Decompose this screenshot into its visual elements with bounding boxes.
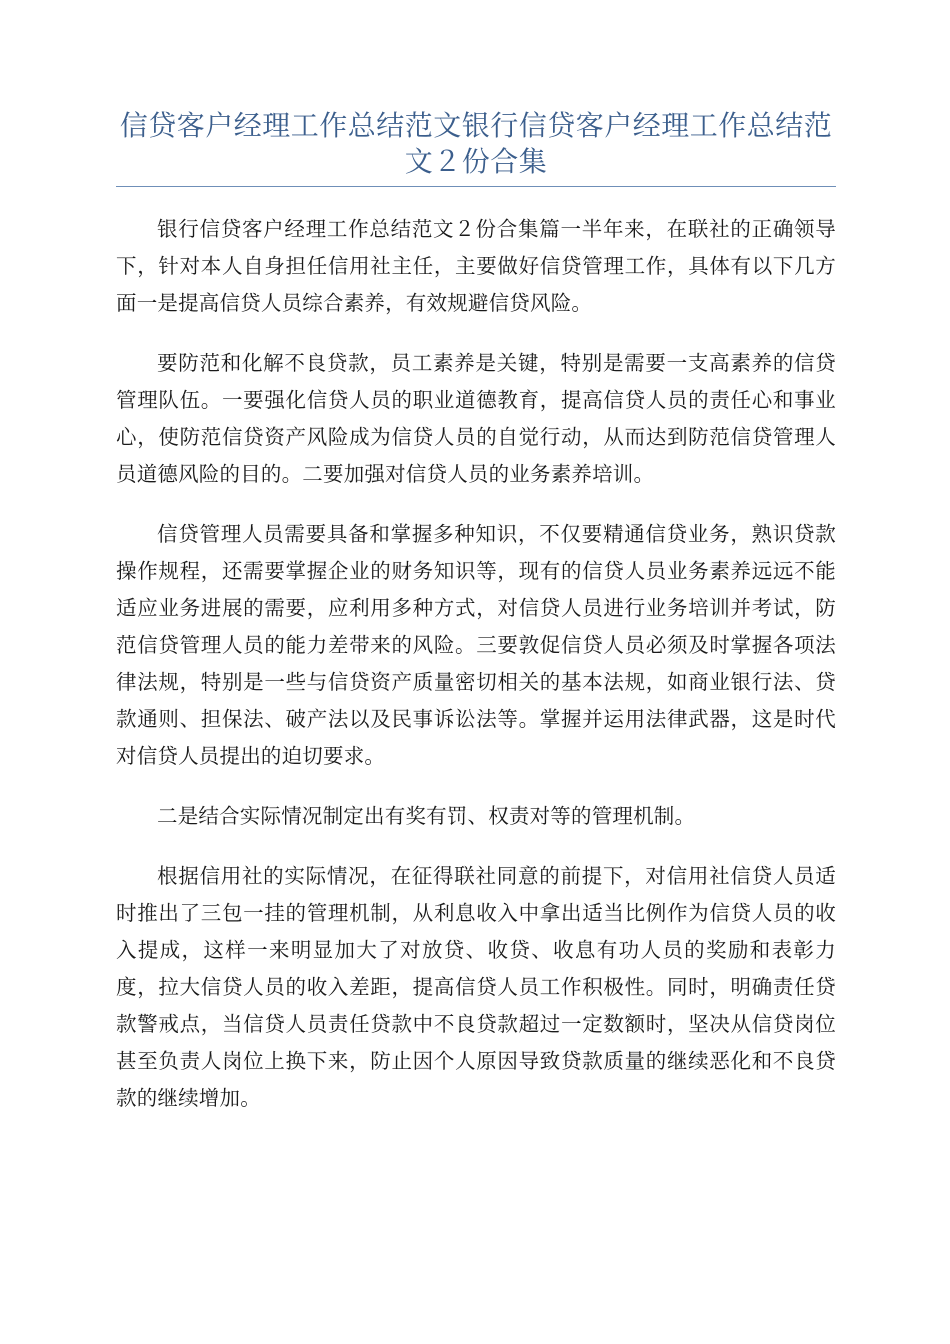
- paragraph-4: 二是结合实际情况制定出有奖有罚、权责对等的管理机制。: [157, 804, 696, 828]
- document-page: [116, 108, 836, 1140]
- paragraph-3: 信贷管理人员需要具备和掌握多种知识，不仅要精通信贷业务，熟识贷款操作规程，还需要掌握企业的财务知识等，现有的信贷人员业务素养远远不能适应业务进展的需要，应利用多种方式，对信贷人员进行业务培训并考试，防范信贷管理人员的能力差带来的风险。三要敦促信贷人员必须及时掌握各项法律法规，特别是一些与信贷资产质量密切相关的基本法规，如商业银行法、贷款通则、担保法、破产法以及民事诉讼法等。掌握并运用法律武器，这是时代对信贷人员提出的迫切要求。: [116, 522, 836, 768]
- document-body: [116, 211, 836, 1117]
- paragraph-1: 银行信贷客户经理工作总结范文２份合集篇一半年来，在联社的正确领导下，针对本人自身担任信用社主任，主要做好信贷管理工作，具体有以下几方面一是提高信贷人员综合素养，有效规避信贷风险。: [116, 217, 836, 315]
- paragraph-5: 根据信用社的实际情况，在征得联社同意的前提下，对信用社信贷人员适时推出了三包一挂的管理机制，从利息收入中拿出适当比例作为信贷人员的收入提成，这样一来明显加大了对放贷、收贷、收息有功人员的奖励和表彰力度，拉大信贷人员的收入差距，提高信贷人员工作积极性。同时，明确责任贷款警戒点，当信贷人员责任贷款中不良贷款超过一定数额时，坚决从信贷岗位甚至负责人岗位上换下来，防止因个人原因导致贷款质量的继续恶化和不良贷款的继续增加。: [116, 864, 836, 1110]
- paragraph-2: 要防范和化解不良贷款，员工素养是关键，特别是需要一支高素养的信贷管理队伍。一要强化信贷人员的职业道德教育，提高信贷人员的责任心和事业心，使防范信贷资产风险成为信贷人员的自觉行动，从而达到防范信贷管理人员道德风险的目的。二要加强对信贷人员的业务素养培训。: [116, 351, 836, 486]
- title-divider: [116, 186, 836, 187]
- document-title: 信贷客户经理工作总结范文银行信贷客户经理工作总结范文２份合集: [119, 109, 833, 178]
